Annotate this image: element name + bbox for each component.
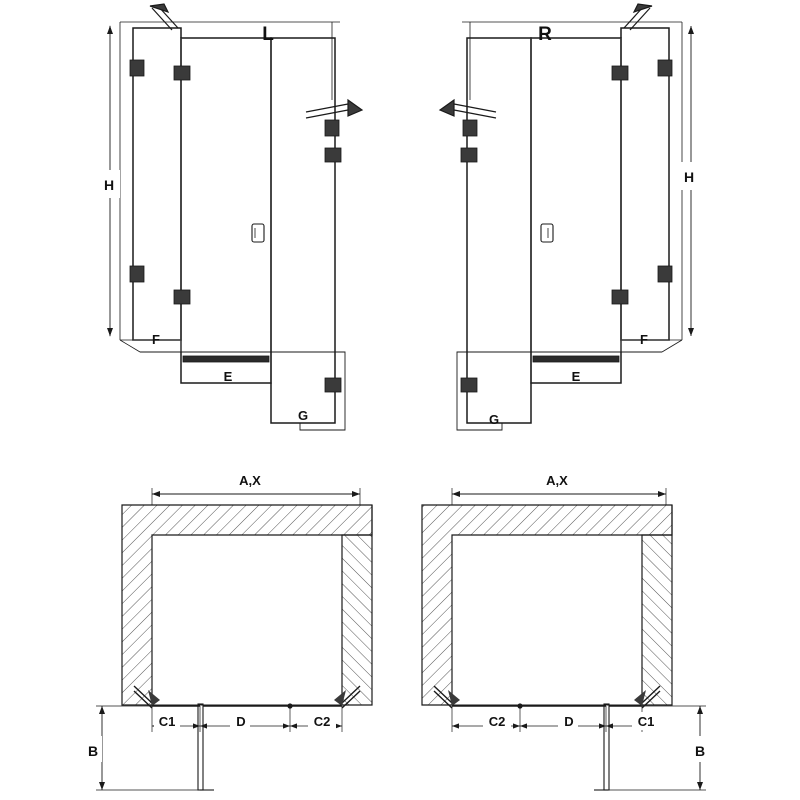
elevation-right-threshold-bar <box>533 356 619 362</box>
elevation-left-handle <box>252 224 264 242</box>
plan-right-label-D: D <box>564 714 574 729</box>
elevation-left-dim-H <box>100 26 120 336</box>
plan-right-dim-chain <box>452 706 660 732</box>
elevation-right-handle <box>541 224 553 242</box>
plan-right-view <box>422 473 710 790</box>
elevation-left-witness-lines <box>120 22 345 352</box>
plan-left-label-C1: C1 <box>158 714 176 729</box>
elevation-right-tray <box>457 352 662 430</box>
plan-right-label-C2: C2 <box>488 714 506 729</box>
plan-right-walls <box>422 505 672 705</box>
elevation-left-panels <box>133 28 335 423</box>
plan-left-dim-chain <box>152 706 342 732</box>
elevation-left-top-support <box>150 4 178 30</box>
elevation-right-view <box>440 4 700 430</box>
plan-left-walls <box>122 505 372 705</box>
elevation-left-view <box>100 4 362 430</box>
plan-right-door-leaves <box>434 686 660 790</box>
elevation-right-label-E: E <box>571 369 581 384</box>
elevation-left-label-E: E <box>223 369 233 384</box>
plan-right-label-B: B <box>694 743 706 759</box>
elevation-right-top-support <box>624 4 652 30</box>
elevation-left-label-H: H <box>103 177 115 193</box>
elevation-right-label-H: H <box>683 169 695 185</box>
plan-right-label-C1: C1 <box>637 714 655 729</box>
elevation-right-label-F: F <box>640 332 648 347</box>
plan-left-label-B: B <box>87 743 99 759</box>
elevation-left-threshold-bar <box>183 356 269 362</box>
elevation-left-side-support <box>306 100 362 136</box>
plan-left-dim-B <box>84 706 198 790</box>
elevation-right-view-label: R <box>538 24 552 45</box>
elevation-right-label-G: G <box>488 412 500 427</box>
plan-left-label-D: D <box>236 714 246 729</box>
elevation-right-side-support <box>440 100 496 136</box>
plan-right-dim-AX <box>452 473 666 505</box>
plan-left-door-leaves <box>134 686 360 790</box>
elevation-right-dim-H <box>678 26 700 336</box>
elevation-left-hinges <box>130 60 341 392</box>
elevation-left-panel-inner-lines <box>133 38 271 423</box>
plan-left-label-C2: C2 <box>313 714 331 729</box>
elevation-left-view-label: L <box>262 24 274 45</box>
plan-left-view <box>84 473 372 790</box>
elevation-right-panels <box>467 28 669 423</box>
plan-left-dim-AX <box>152 473 360 505</box>
plan-left-label-AX: A,X <box>239 473 261 488</box>
elevation-left-label-G: G <box>297 408 309 423</box>
elevation-right-witness-lines <box>457 22 682 352</box>
elevation-left-tray <box>140 352 345 430</box>
plan-right-label-AX: A,X <box>546 473 568 488</box>
elevation-left-label-F: F <box>152 332 160 347</box>
